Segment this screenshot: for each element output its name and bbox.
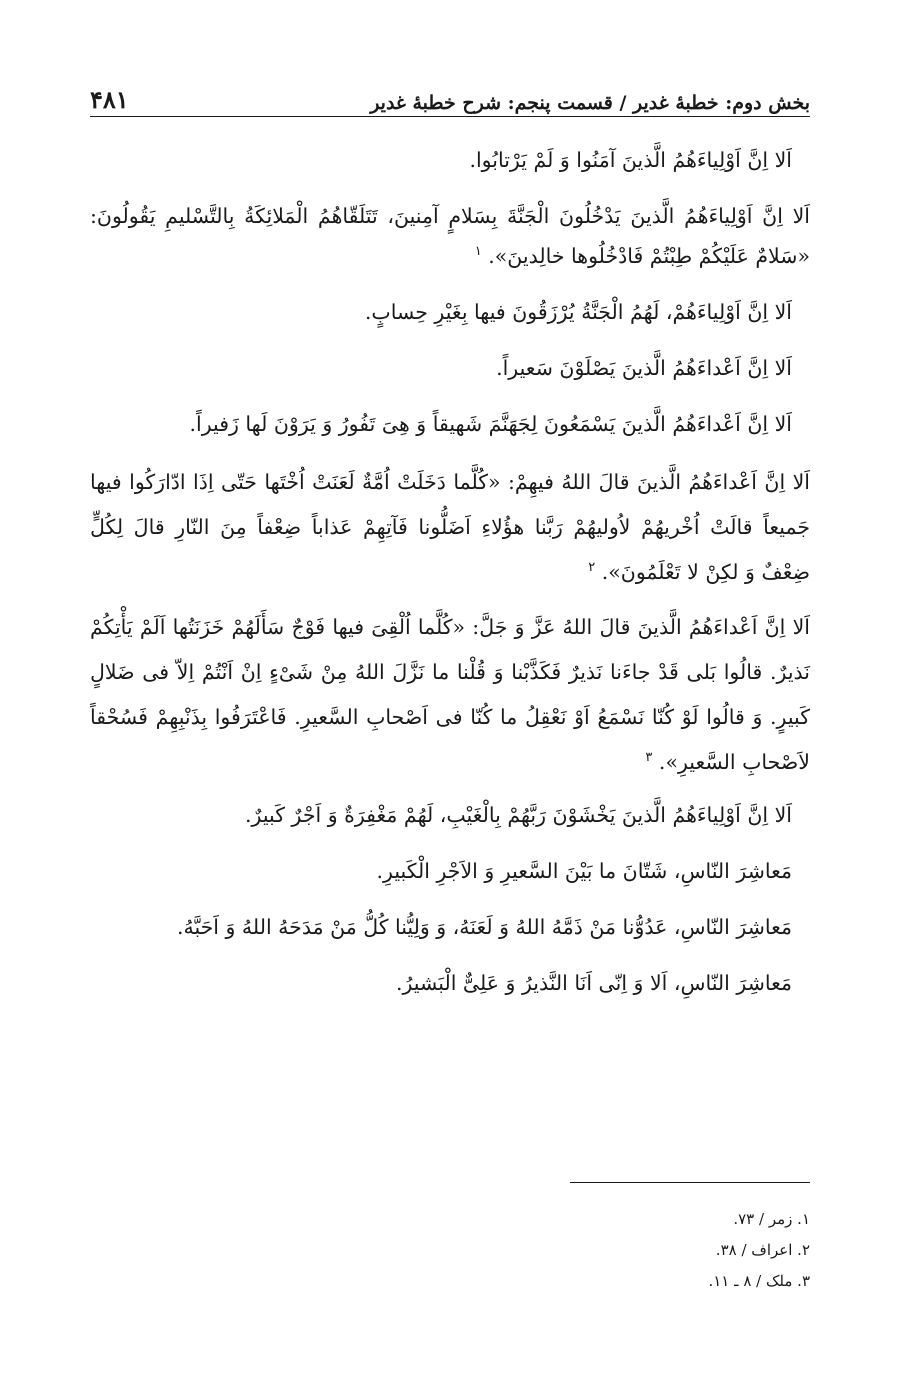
header-rule <box>90 116 810 117</box>
running-header <box>90 74 810 114</box>
footnote-rule <box>570 1182 810 1183</box>
footnote-ref-1[interactable]: ۱ <box>474 244 482 260</box>
footnote-3: ۳. ملک / ۸ ـ ۱۱. <box>708 1272 810 1290</box>
paragraph-8-text: اَلا اِنَّ اَوْلِیاءَهُمُ الَّذینَ یَخْشَوْنَ رَبَّهُمْ بِالْغَیْبِ، لَهُمْ مَغْفِرَةٌ وَ اَجْرٌ کَبیرٌ. <box>245 803 792 827</box>
footnote-ref-3[interactable]: ۳ <box>645 750 653 766</box>
paragraph-1-text: اَلا اِنَّ اَوْلِیاءَهُمُ الَّذینَ آمَنُوا وَ لَمْ یَرْتابُوا. <box>469 148 792 172</box>
footnotes <box>90 1204 810 1297</box>
page-number: ۴۸۱ <box>90 85 129 114</box>
paragraph-2 <box>90 196 810 276</box>
footnote-ref-2[interactable]: ۲ <box>588 560 596 576</box>
paragraph-11 <box>90 963 810 1003</box>
running-header-title: بخش دوم: خطبهٔ غدیر / قسمت پنجم: شرح خطبهٔ غدیر <box>370 92 810 114</box>
paragraph-1 <box>90 140 810 180</box>
body-text <box>90 140 810 1019</box>
paragraph-3 <box>90 292 810 332</box>
paragraph-5 <box>90 404 810 444</box>
paragraph-7-text: اَلا اِنَّ اَعْداءَهُمُ الَّذینَ قالَ اللهُ عَزَّ وَ جَلَّ: «کُلَّما اُلْقِیَ فیها فَوْجٌ سَأَلَهُمْ خَزَنَتُها اَلَمْ یَأْتِکُمْ نَذیرٌ. قالُوا بَلی قَدْ جاءَنا نَذیرٌ فَکَذَّبْنا وَ قُلْنا ما نَزَّلَ اللهُ مِنْ شَیْءٍ اِنْ اَنْتُمْ اِلاّ فی ضَلالٍ کَبیرٍ. وَ قالُوا لَوْ کُنّا نَسْمَعُ اَوْ نَعْقِلُ ما کُنّا فی اَصْحابِ السَّعیرِ. فَاعْتَرَفُوا بِذَنْبِهِمْ فَسُحْقاً لاَصْحابِ السَّعیرِ». <box>90 615 810 774</box>
paragraph-10 <box>90 907 810 947</box>
document-page <box>90 0 810 1390</box>
paragraph-7 <box>90 605 810 785</box>
paragraph-9-text: مَعاشِرَ النّاسِ، شَتّانَ ما بَیْنَ السَّعیرِ وَ الاَجْرِ الْکَبیرِ. <box>376 859 792 883</box>
paragraph-9 <box>90 851 810 891</box>
paragraph-3-text: اَلا اِنَّ اَوْلِیاءَهُمْ، لَهُمُ الْجَنَّةُ یُرْزَقُونَ فیها بِغَیْرِ حِسابٍ. <box>364 300 792 324</box>
footnote-1: ۱. زمر / ۷۳. <box>733 1210 810 1228</box>
paragraph-6-text: اَلا اِنَّ اَعْداءَهُمُ الَّذینَ قالَ اللهُ فیهِمْ: «کُلَّما دَخَلَتْ اُمَّةٌ لَعَنَتْ اُخْتَها حَتّی اِذَا ادّارَکُوا فیها جَمیعاً قالَتْ اُخْریهُمْ لاُولیهُمْ رَبَّنا هؤُلاءِ اَضَلُّونا فَآتِهِمْ عَذاباً ضِعْفاً مِنَ النّارِ قالَ لِکُلٍّ ضِعْفٌ وَ لکِنْ لا تَعْلَمُونَ». <box>90 470 810 584</box>
paragraph-4-text: اَلا اِنَّ اَعْداءَهُمُ الَّذینَ یَصْلَوْنَ سَعیراً. <box>496 356 792 380</box>
paragraph-4 <box>90 348 810 388</box>
paragraph-6 <box>90 460 810 595</box>
footnote-2: ۲. اعراف / ۳۸. <box>715 1241 810 1259</box>
paragraph-10-text: مَعاشِرَ النّاسِ، عَدُوُّنا مَنْ ذَمَّهُ اللهُ وَ لَعَنَهُ، وَ وَلِیُّنا کُلُّ مَنْ مَدَحَهُ اللهُ وَ اَحَبَّهُ. <box>176 915 792 939</box>
paragraph-11-text: مَعاشِرَ النّاسِ، اَلا وَ اِنّی اَنَا النَّذیرُ وَ عَلِیٌّ الْبَشیرُ. <box>395 971 792 995</box>
paragraph-5-text: اَلا اِنَّ اَعْداءَهُمُ الَّذینَ یَسْمَعُونَ لِجَهَنَّمَ شَهیقاً وَ هِیَ تَفُورُ وَ یَرَوْنَ لَها زَفیراً. <box>189 412 792 436</box>
paragraph-8 <box>90 795 810 835</box>
paragraph-2-text: اَلا اِنَّ اَوْلِیاءَهُمُ الَّذینَ یَدْخُلُونَ الْجَنَّةَ بِسَلامٍ آمِنینَ، تَتَلَقّاهُمُ الْمَلائِکَةُ بِالتَّسْلیمِ یَقُولُونَ: «سَلامٌ عَلَیْکُمْ طِبْتُمْ فَادْخُلُوها خالِدینَ». <box>90 204 810 268</box>
